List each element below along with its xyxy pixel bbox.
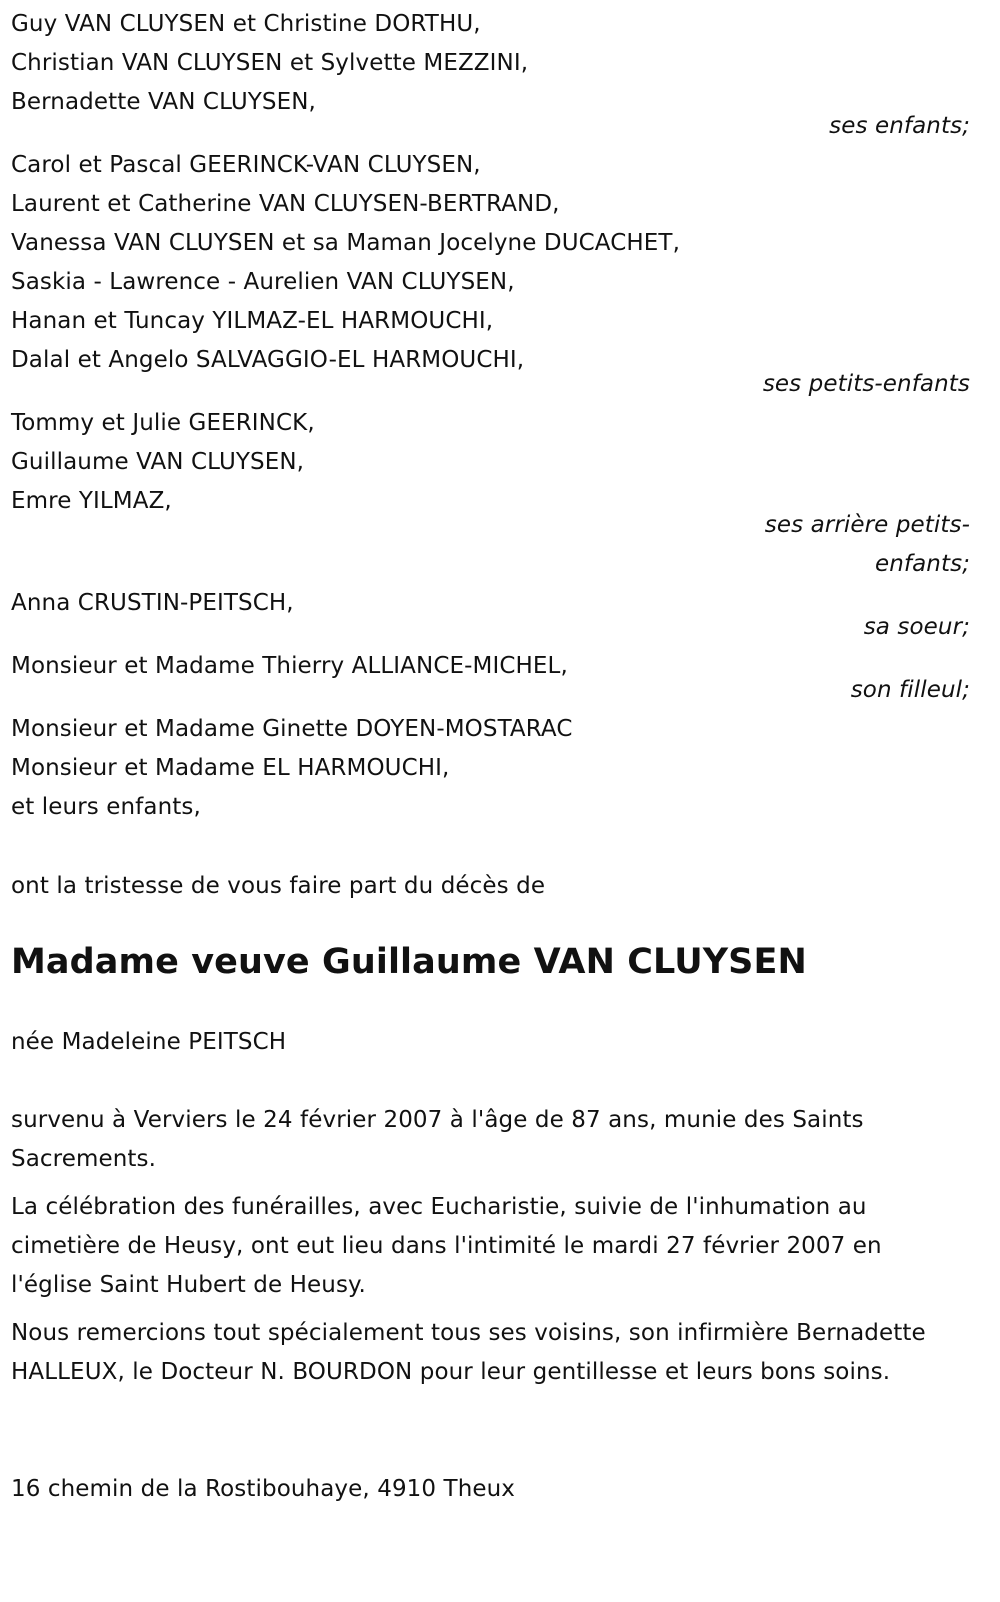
family-member-line: Emre YILMAZ, [11,488,172,514]
deceased-name: Madame veuve Guillaume VAN CLUYSEN [11,942,807,982]
family-group [11,710,970,827]
relation-label: sa soeur; [863,614,970,640]
family-member-line: Christian VAN CLUYSEN et Sylvette MEZZINI, [11,50,529,76]
family-member-line: Guillaume VAN CLUYSEN, [11,449,305,475]
paragraph-death: survenu à Verviers le 24 février 2007 à l'âge de 87 ans, munie des Saints Sacrements. [11,1107,864,1172]
family-group [11,584,970,647]
address: 16 chemin de la Rostibouhaye, 4910 Theux [11,1476,516,1502]
family-member-line: Monsieur et Madame Thierry ALLIANCE-MICHEL, [11,653,568,679]
family-member-line: Saskia - Lawrence - Aurelien VAN CLUYSEN, [11,269,515,295]
family-group [11,5,970,146]
family-member-line: et leurs enfants, [11,794,201,820]
family-member-line: Carol et Pascal GEERINCK-VAN CLUYSEN, [11,152,481,178]
birth-name: née Madeleine PEITSCH [11,1029,287,1055]
family-member-line: Laurent et Catherine VAN CLUYSEN-BERTRAND, [11,191,560,217]
relation-label: ses enfants; [829,113,970,139]
family-group [11,647,970,710]
relation-label: ses petits-enfants [762,371,970,397]
family-member-line: Vanessa VAN CLUYSEN et sa Maman Jocelyne DUCACHET, [11,230,680,256]
relation-label: son filleul; [850,677,970,703]
family-member-line: Hanan et Tuncay YILMAZ-EL HARMOUCHI, [11,308,494,334]
family-member-line: Monsieur et Madame Ginette DOYEN-MOSTARAC [11,716,573,742]
family-member-line: Guy VAN CLUYSEN et Christine DORTHU, [11,11,481,37]
family-group [11,404,970,584]
announcement-text: ont la tristesse de vous faire part du décès de [11,873,546,899]
family-list [11,5,970,827]
family-member-line: Dalal et Angelo SALVAGGIO-EL HARMOUCHI, [11,347,525,373]
family-member-line: Tommy et Julie GEERINCK, [11,410,315,436]
family-group [11,146,970,404]
family-member-line: Bernadette VAN CLUYSEN, [11,89,316,115]
paragraph-funeral: La célébration des funérailles, avec Eucharistie, suivie de l'inhumation au cimetière de Heusy, ont eut lieu dans l'intimité le mardi 27 février 2007 en l'église Saint Hubert de Heusy. [11,1194,882,1298]
relation-label: ses arrière petits-enfants; [764,512,970,577]
paragraph-thanks: Nous remercions tout spécialement tous ses voisins, son infirmière Bernadette HALLEUX, le Docteur N. BOURDON pour leur gentillesse et leurs bons soins. [11,1320,926,1385]
family-member-line: Anna CRUSTIN-PEITSCH, [11,590,294,616]
family-member-line: Monsieur et Madame EL HARMOUCHI, [11,755,450,781]
